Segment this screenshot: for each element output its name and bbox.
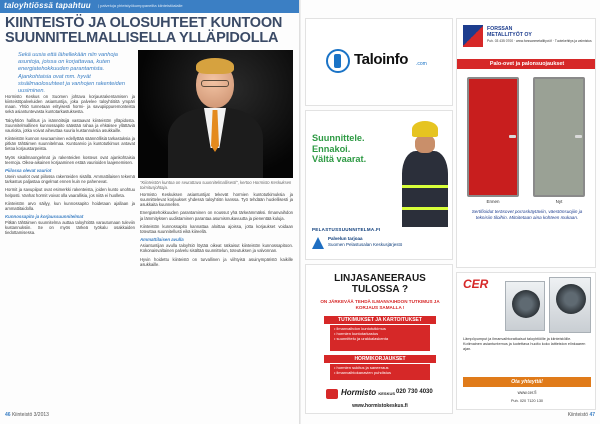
heat-pump-unit (549, 277, 591, 333)
hormisto-website[interactable]: www.hormistokeskus.fi (352, 403, 408, 409)
hormisto-headline-1: LINJASANEERAUS (334, 273, 426, 284)
section-bar (0, 0, 299, 13)
col1-paragraph: Kiinteistön kunnon seuraaminen edellyttää säännöllisiä tarkastuksia ja pitkän tähtäimen suunnitelmaa. Kuntoarvio ja kuntotutkimus antavat tietoa korjaustarpeista. (5, 136, 135, 152)
section-title: taloyhtiössä tapahtuu (4, 1, 91, 10)
taloinfo-logo (326, 47, 434, 75)
pelastus-website[interactable]: PELASTUSSUUNNITELMA.FI (312, 227, 381, 232)
door-handle-icon (575, 135, 582, 138)
col2-paragraph: Kiinteistön kunnossapito kannattaa aloittaa ajoissa, jotta korjaukset voidaan toteuttaa suunnitellusti eikä kiireellä. (140, 223, 293, 234)
page-number-right: 47 (589, 412, 595, 418)
reflective-stripe (402, 185, 448, 188)
left-page (0, 0, 299, 424)
door-label-right: Nyt (555, 199, 563, 204)
red-door-image (467, 77, 519, 197)
cer-website[interactable]: www.cer.fi (517, 390, 537, 395)
col2-paragraph: Energiatehokkuuden parantaminen on noussut yhä tärkeämmäksi. Ilmanvaihdon ja lämmityksen uudistaminen parantaa asumismukavuutta ja pienentää kuluja. (140, 210, 293, 221)
ad-pelastussuunnitelma[interactable] (305, 110, 453, 260)
forssan-name-1: FORSSAN (487, 26, 513, 32)
portrait-photo (138, 50, 293, 178)
pelastus-provider-name: Suomen Pelastusalan Keskusjärjestö (328, 242, 403, 247)
right-page (301, 0, 600, 424)
cer-description: Lämpöpumput ja ilmanvaihtoratkaisut taloyhtiöille ja kiinteistöille. Kotimainen asiantuntemus ja luotettava huolto koko laitteiston elinkaaren ajan. (463, 337, 586, 351)
article-column-1 (5, 94, 135, 409)
firefighter-body (402, 151, 448, 227)
forssan-banner: Palo-ovet ja palonsuojaukset (457, 59, 596, 69)
photo-glasses (201, 80, 229, 87)
col1-paragraph: Hormisto Keskus on Suomen johtava korjausrakentamisen ja kiinteistöpalveluiden asiantuntija, joka palvelee taloyhtiöitä ympäri maan. Yhtiö tunnetaan erityisesti hormi- ja savupiippuremonteista sekä asiantuntevasta kuntotarkastuksesta. (5, 94, 135, 115)
hormisto-bar-1: TUTKIMUKSET JA KARTOITUKSET (324, 316, 436, 324)
article-lead: Sekä uusia että lähellekään niin vanhoja asuntoja, joissa on korjattavaa, kuten energiatehokkuuden parantamista. Ajankohtaisia ovat mm. hyvät sisäilmaolosuhteet ja vanhojen rakenteiden uusiminen. (18, 52, 125, 95)
forssan-address: Puh. 03 435 0700 · www.forssanmetallityot.fi · Tuotekehitys ja valmistus (487, 39, 592, 43)
forssan-name-2: METALLITYÖT OY (487, 32, 532, 38)
slogan-line-2: Ennakoi. (312, 143, 351, 154)
grey-door-image (533, 77, 585, 197)
col1-paragraph: Pitkän tähtäimen suunnitelma auttaa taloyhtiötä varautumaan tuleviin kustannuksiin. Se on myös tärkeä työkalu osakkaiden tiedottamisessa. (5, 220, 135, 236)
list-item: • hormien sukitus ja saneeraus (334, 365, 389, 370)
hormisto-logo-suffix: KESKUS (378, 391, 396, 396)
info-icon (326, 49, 350, 73)
page-folio-left (5, 412, 49, 418)
col1-paragraph: Usein vauriot ovat piilossa rakenteiden sisällä. Ammattilaisen tekemä tarkastus paljastaa ongelmat ennen kuin ne pahenevat. (5, 174, 135, 185)
hormisto-logo (341, 388, 395, 397)
hormisto-logo-text: Hormisto (341, 388, 377, 397)
col2-paragraph: Asiantuntijan avulla taloyhtiö löytää oikeat ratkaisut kiinteistön kunnossapitoon. Kokonaisvaltainen palvelu sisältää suunnittelun, toteutuksen ja valvonnan. (140, 243, 293, 254)
hormisto-phone[interactable]: 020 730 4030 (396, 389, 433, 395)
magazine-issue-left: Kiinteistö 3/2013 (11, 412, 49, 418)
fan-icon (512, 290, 540, 318)
cer-phone: Puh. 020 7120 130 (510, 399, 544, 403)
magazine-issue-right: Kiinteistö (567, 412, 589, 418)
pelastus-provider-label: Palvelun tarjoaa (328, 236, 363, 241)
col1-paragraph: Kiinteistön arvo säilyy, kun kunnossapito hoidetaan ajallaan ja ammattitaidolla. (5, 200, 135, 211)
list-item: • suunnittelu ja urakkalaskenta (334, 336, 389, 342)
article-column-2 (140, 192, 293, 409)
spek-logo-icon (312, 237, 324, 249)
col1-paragraph: Taloyhtiön hallitus ja isännöitsijä vastaavat kiinteistön ylläpidosta. Suunnitelmallinen kunnossapito säästää rahaa ja ehkäisee yllättäviä vaurioita, jotka voivat aiheuttaa suuria kustannuksia asukkaille. (5, 117, 135, 133)
taloinfo-name: Taloinfo (354, 51, 409, 68)
slogan-line-1: Suunnittele. (312, 133, 365, 143)
col2-subheading: Ammattilaisen avulla (140, 237, 184, 243)
firefighter-illustration (398, 115, 452, 227)
col2-paragraph: Hyvin hoidettu kiinteistö on turvallinen ja viihtyisä asuinympäristö kaikille asukkaille. (140, 256, 293, 267)
helmet-icon (412, 121, 438, 137)
list-item: • hormien kuntotarkastus (334, 331, 379, 337)
forssan-logo-icon (463, 25, 483, 47)
door-handle-icon (509, 135, 516, 138)
hormisto-bar-2: HORMIKORJAUKSET (324, 355, 436, 363)
heat-pump-unit (505, 281, 545, 331)
ad-cer[interactable] (456, 272, 596, 410)
slogan-line-3: Vältä vaarat. (312, 154, 367, 164)
cer-cta[interactable]: Ota yhteyttä! (463, 377, 591, 387)
col1-paragraph: Myös sisäilmaongelmat ja rakenteiden kosteus ovat ajankohtaisia teemoja. Oikea-aikainen korjaaminen estää vaurioiden laajenemisen. (5, 154, 135, 165)
forssan-description: Sertifioidut teräsovet porraskäytäviin, väestönsuojiin ja teknisiin tiloihin. Mitoitetaan aina kohteen mukaan. (471, 209, 583, 220)
hormisto-subheadline: ON JÄRKEVÄÄ TEHDÄ ILMANVAIHDON TUTKIMUS JA KORJAUS SAMALLA ! (320, 299, 440, 310)
col1-subheading-2: Kunnossapito ja korjaussuunnitelmat (5, 213, 84, 219)
hormisto-logo-icon (326, 389, 338, 399)
firefighter-face (415, 135, 435, 153)
col1-subheading-1: Piilossa olevat vauriot (5, 167, 52, 173)
taloinfo-domain: .com (416, 61, 427, 67)
page-number-left: 46 (5, 412, 11, 418)
hormisto-list-2 (330, 364, 430, 380)
photo-caption: "Kiinteistön kuntoa on seurattava suunnitelmallisesti", kertoo Hormisto Keskuksen toimitusjohtaja. (140, 180, 292, 191)
reflective-stripe (402, 207, 448, 210)
hormisto-headline (306, 273, 453, 295)
ad-hormisto-keskus[interactable] (305, 264, 453, 414)
pelastus-slogan (312, 133, 366, 165)
ad-forssan-metallityot[interactable] (456, 18, 596, 268)
hormisto-list-1 (330, 325, 430, 351)
article-headline (5, 16, 295, 46)
headline-line-1: KIINTEISTÖ JA OLOSUHTEET KUNTOON (5, 15, 283, 31)
col1-paragraph: Hormit ja savupiiput ovat esimerkki rakenteista, joiden kunto unohtuu helposti. Vanhat hormit voivat olla vaarallisia, jos niitä ei huolleta. (5, 187, 135, 198)
page-folio-right (568, 412, 595, 418)
section-subtitle: | palveluja yhteistyökumppaneilta kiinteistöalalle (98, 3, 183, 8)
photo-hair (196, 58, 234, 74)
ad-taloinfo[interactable] (305, 18, 453, 106)
headline-line-2: SUUNNITELMALLISELLA YLLÄPIDOLLA (5, 30, 279, 46)
fan-icon (556, 284, 586, 314)
list-item: • ilmanvaihdon kuntotutkimus (334, 326, 386, 331)
cer-logo: CER (463, 277, 489, 291)
col2-paragraph: Hormisto Keskuksen asiantuntijat tekevät hormien kuntotutkimuksia ja suunnittelevat korjaukset yhdessä taloyhtiön kanssa. Työ tehdään huolellisesti ja asukkaita kuunnellen. (140, 192, 293, 208)
hormisto-headline-2: TULOSSA ? (351, 284, 409, 295)
list-item: • ilmanvaihtokanavien puhdistus (334, 370, 391, 376)
door-label-left: Ennen (486, 199, 500, 204)
